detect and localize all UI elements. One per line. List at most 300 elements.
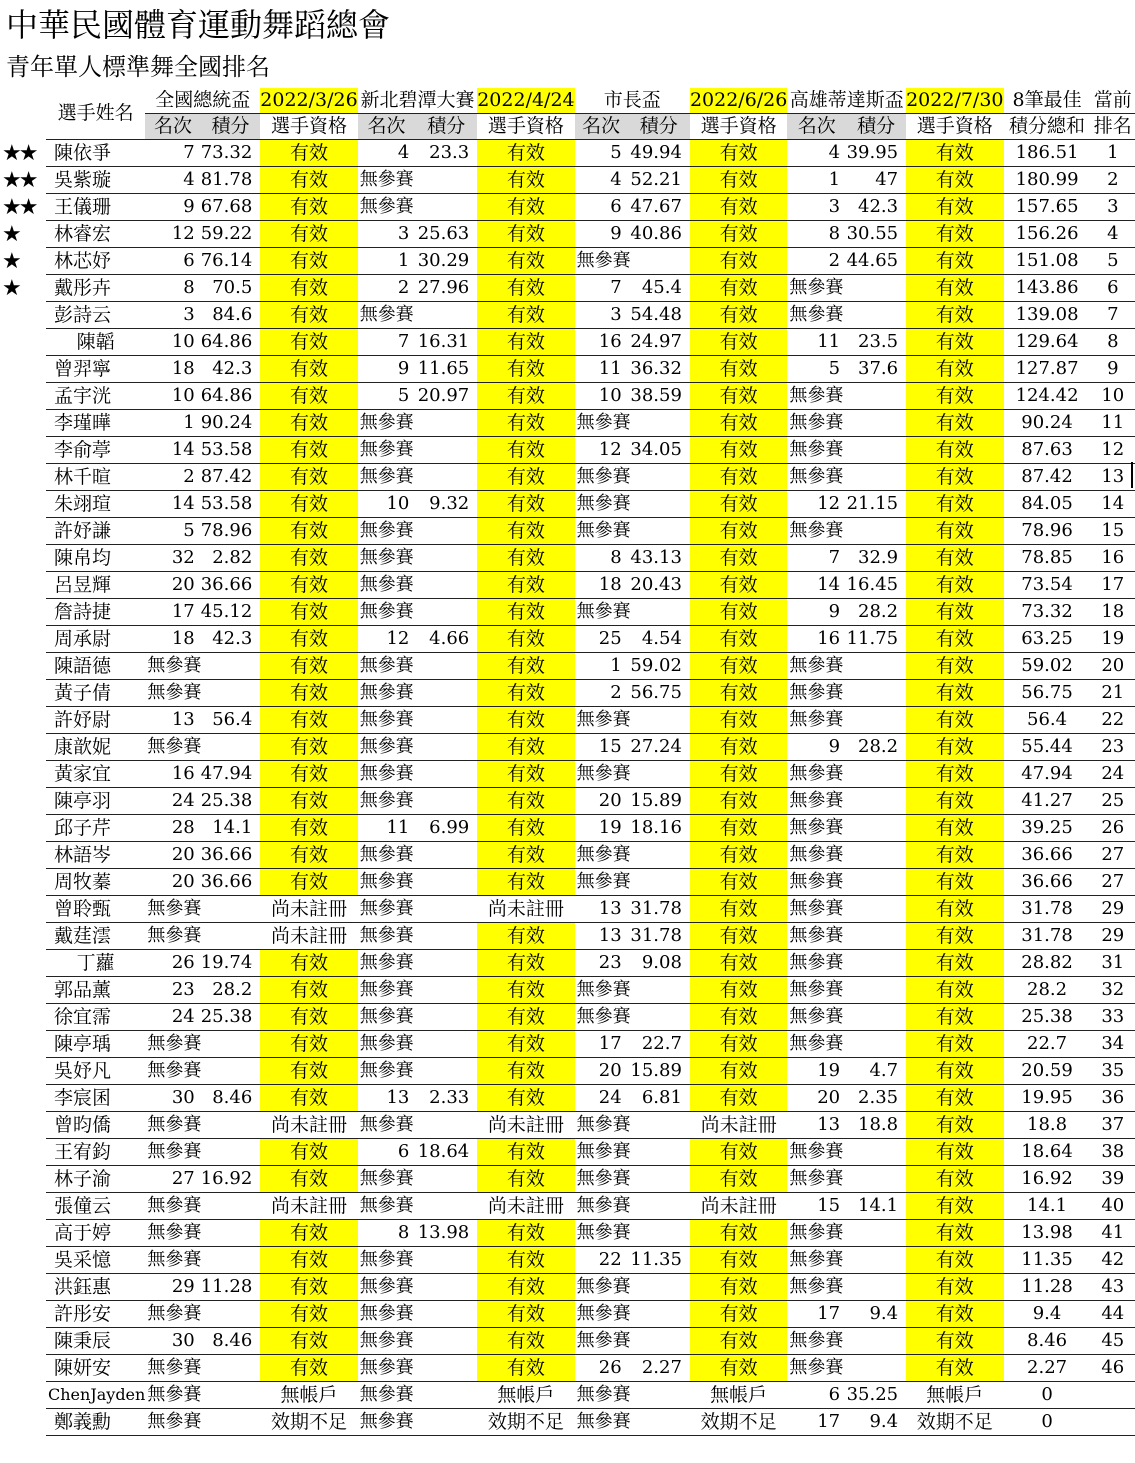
table-row xyxy=(46,1274,1135,1301)
table-row xyxy=(46,1031,1135,1058)
event-points: 47.94 xyxy=(201,761,261,788)
event-rank: 20 xyxy=(575,788,628,815)
table-row xyxy=(46,1328,1135,1355)
qualification-status: 有效 xyxy=(906,680,1003,707)
event-points: 11.28 xyxy=(201,1274,261,1301)
not-participated: 無參賽 xyxy=(575,1382,690,1409)
not-participated: 無參賽 xyxy=(787,815,906,842)
qualification-status: 有效 xyxy=(260,140,357,167)
table-row xyxy=(46,1220,1135,1247)
col-header-qual: 選手資格 xyxy=(690,114,787,140)
total-points: 36.66 xyxy=(1004,842,1091,869)
table-row xyxy=(46,761,1135,788)
current-rank: 41 xyxy=(1091,1220,1135,1247)
event-rank: 10 xyxy=(575,383,628,410)
event-points: 47 xyxy=(846,167,906,194)
event-rank: 4 xyxy=(358,140,416,167)
star-icon: ★★ xyxy=(2,194,36,220)
player-name: 陳亭瑀 xyxy=(46,1031,145,1058)
table-row xyxy=(46,383,1135,410)
event-points: 28.2 xyxy=(846,734,906,761)
not-participated: 無參賽 xyxy=(787,1328,906,1355)
qualification-status: 有效 xyxy=(260,1247,357,1274)
event-rank: 8 xyxy=(358,1220,416,1247)
event-rank: 24 xyxy=(145,788,200,815)
event-rank: 12 xyxy=(787,491,846,518)
qualification-status: 有效 xyxy=(690,383,787,410)
table-row xyxy=(46,1409,1135,1436)
qualification-status: 有效 xyxy=(260,788,357,815)
qualification-status: 有效 xyxy=(906,410,1003,437)
event-rank: 24 xyxy=(575,1085,628,1112)
qualification-status: 有效 xyxy=(906,275,1003,302)
not-participated: 無參賽 xyxy=(575,410,690,437)
qualification-status: 有效 xyxy=(477,734,574,761)
qualification-status: 有效 xyxy=(690,950,787,977)
table-row xyxy=(46,1139,1135,1166)
event-rank: 13 xyxy=(145,707,200,734)
event-rank: 1 xyxy=(358,248,416,275)
player-name: 陳秉辰 xyxy=(46,1328,145,1355)
current-rank: 43 xyxy=(1091,1274,1135,1301)
star-icon: ★★ xyxy=(2,167,36,193)
qualification-status: 有效 xyxy=(690,167,787,194)
not-participated: 無參賽 xyxy=(358,1112,478,1139)
qualification-status: 有效 xyxy=(477,1220,574,1247)
qualification-status: 有效 xyxy=(477,1139,574,1166)
table-row xyxy=(46,1112,1135,1139)
not-participated: 無參賽 xyxy=(787,1247,906,1274)
qualification-status: 有效 xyxy=(477,221,574,248)
event-rank: 11 xyxy=(575,356,628,383)
event-rank: 3 xyxy=(575,302,628,329)
event-points: 53.58 xyxy=(201,491,261,518)
not-participated: 無參賽 xyxy=(575,599,690,626)
event-1-name: 全國總統盃 xyxy=(145,88,260,114)
qualification-status: 有效 xyxy=(260,599,357,626)
event-points: 11.35 xyxy=(628,1247,690,1274)
table-row xyxy=(46,410,1135,437)
qualification-status: 有效 xyxy=(690,518,787,545)
player-name: 黃家宜 xyxy=(46,761,145,788)
qualification-status: 有效 xyxy=(906,329,1003,356)
current-rank: 29 xyxy=(1091,896,1135,923)
qualification-status: 有效 xyxy=(260,410,357,437)
not-participated: 無參賽 xyxy=(787,1139,906,1166)
qualification-status: 有效 xyxy=(906,653,1003,680)
event-points: 8.46 xyxy=(201,1085,261,1112)
col-header-current-bottom: 排名 xyxy=(1091,114,1135,140)
qualification-status: 有效 xyxy=(906,221,1003,248)
qualification-status: 有效 xyxy=(690,923,787,950)
not-participated: 無參賽 xyxy=(358,734,478,761)
table-row xyxy=(46,842,1135,869)
event-rank: 9 xyxy=(575,221,628,248)
qualification-status: 有效 xyxy=(477,518,574,545)
event-points: 2.33 xyxy=(415,1085,477,1112)
qualification-status: 有效 xyxy=(260,1058,357,1085)
event-points: 30.29 xyxy=(415,248,477,275)
event-rank: 13 xyxy=(575,923,628,950)
current-rank: 20 xyxy=(1091,653,1135,680)
not-participated: 無參賽 xyxy=(358,572,478,599)
total-points: 180.99 xyxy=(1004,167,1091,194)
table-row xyxy=(46,869,1135,896)
qualification-status: 有效 xyxy=(690,1031,787,1058)
total-points: 90.24 xyxy=(1004,410,1091,437)
total-points: 0 xyxy=(1004,1382,1091,1409)
event-points: 40.86 xyxy=(628,221,690,248)
event-points: 84.6 xyxy=(201,302,261,329)
total-points: 124.42 xyxy=(1004,383,1091,410)
qualification-status: 有效 xyxy=(260,1139,357,1166)
event-points: 23.3 xyxy=(415,140,477,167)
not-participated: 無參賽 xyxy=(145,1220,260,1247)
event-rank: 23 xyxy=(145,977,200,1004)
event-points: 32.9 xyxy=(846,545,906,572)
qualification-status: 有效 xyxy=(477,329,574,356)
event-points: 22.7 xyxy=(628,1031,690,1058)
event-rank: 7 xyxy=(358,329,416,356)
not-participated: 無參賽 xyxy=(787,707,906,734)
not-participated: 無參賽 xyxy=(787,1166,906,1193)
not-participated: 無參賽 xyxy=(358,1274,478,1301)
event-rank: 20 xyxy=(575,1058,628,1085)
not-participated: 無參賽 xyxy=(358,1031,478,1058)
current-rank: 36 xyxy=(1091,1085,1135,1112)
event-points: 2.82 xyxy=(201,545,261,572)
current-rank: 25 xyxy=(1091,788,1135,815)
table-row xyxy=(46,626,1135,653)
total-points: 28.82 xyxy=(1004,950,1091,977)
qualification-status: 有效 xyxy=(477,1247,574,1274)
total-points: 16.92 xyxy=(1004,1166,1091,1193)
event-rank: 12 xyxy=(575,437,628,464)
event-rank: 12 xyxy=(358,626,416,653)
qualification-status: 有效 xyxy=(906,545,1003,572)
player-name: 陳語德 xyxy=(46,653,145,680)
not-participated: 無參賽 xyxy=(575,1301,690,1328)
col-header-points: 積分 xyxy=(628,114,690,140)
qualification-status: 有效 xyxy=(690,815,787,842)
event-rank: 13 xyxy=(358,1085,416,1112)
current-rank: 27 xyxy=(1091,842,1135,869)
event-rank: 12 xyxy=(145,221,200,248)
table-row xyxy=(46,815,1135,842)
player-name: 朱翊瑄 xyxy=(46,491,145,518)
event-points: 18.64 xyxy=(415,1139,477,1166)
ranking-table xyxy=(46,88,1135,1436)
event-rank: 27 xyxy=(145,1166,200,1193)
header-row-top xyxy=(46,88,1135,114)
table-row xyxy=(46,572,1135,599)
qualification-status: 有效 xyxy=(690,1328,787,1355)
not-participated: 無參賽 xyxy=(145,1058,260,1085)
event-points: 45.12 xyxy=(201,599,261,626)
qualification-status: 尚未註冊 xyxy=(477,896,574,923)
current-rank: 11 xyxy=(1091,410,1135,437)
event-rank: 6 xyxy=(787,1382,846,1409)
event-3-date: 2022/6/26 xyxy=(690,88,787,114)
not-participated: 無參賽 xyxy=(575,869,690,896)
qualification-status: 有效 xyxy=(690,302,787,329)
event-rank: 17 xyxy=(787,1409,846,1436)
player-name: 陳依爭 xyxy=(46,140,145,167)
qualification-status: 有效 xyxy=(906,977,1003,1004)
qualification-status: 有效 xyxy=(906,302,1003,329)
qualification-status: 有效 xyxy=(260,1301,357,1328)
event-points: 9.08 xyxy=(628,950,690,977)
player-name: 許彤安 xyxy=(46,1301,145,1328)
star-icon: ★ xyxy=(2,248,19,274)
qualification-status: 有效 xyxy=(906,383,1003,410)
table-row xyxy=(46,545,1135,572)
table-row xyxy=(46,653,1135,680)
qualification-status: 有效 xyxy=(690,464,787,491)
total-points: 22.7 xyxy=(1004,1031,1091,1058)
not-participated: 無參賽 xyxy=(787,1031,906,1058)
player-name: 張僮云 xyxy=(46,1193,145,1220)
qualification-status: 有效 xyxy=(690,1139,787,1166)
event-rank: 28 xyxy=(145,815,200,842)
event-rank: 10 xyxy=(145,329,200,356)
event-rank: 14 xyxy=(145,491,200,518)
qualification-status: 有效 xyxy=(260,707,357,734)
qualification-status: 有效 xyxy=(477,545,574,572)
not-participated: 無參賽 xyxy=(145,1409,260,1436)
not-participated: 無參賽 xyxy=(358,653,478,680)
not-participated: 無參賽 xyxy=(787,923,906,950)
event-rank: 25 xyxy=(575,626,628,653)
event-rank: 22 xyxy=(575,1247,628,1274)
table-row xyxy=(46,1166,1135,1193)
table-row xyxy=(46,302,1135,329)
event-rank: 10 xyxy=(145,383,200,410)
total-points: 87.63 xyxy=(1004,437,1091,464)
event-points: 4.54 xyxy=(628,626,690,653)
event-points: 31.78 xyxy=(628,923,690,950)
total-points: 78.96 xyxy=(1004,518,1091,545)
event-points: 9.4 xyxy=(846,1409,906,1436)
qualification-status: 有效 xyxy=(906,1139,1003,1166)
total-points: 19.95 xyxy=(1004,1085,1091,1112)
event-rank: 5 xyxy=(575,140,628,167)
qualification-status: 有效 xyxy=(260,572,357,599)
not-participated: 無參賽 xyxy=(575,1409,690,1436)
qualification-status: 有效 xyxy=(477,923,574,950)
qualification-status: 有效 xyxy=(260,1355,357,1382)
event-rank: 6 xyxy=(575,194,628,221)
header-row-bottom xyxy=(46,114,1135,140)
qualification-status: 有效 xyxy=(260,1328,357,1355)
event-points: 6.81 xyxy=(628,1085,690,1112)
event-points: 25.63 xyxy=(415,221,477,248)
col-header-name: 選手姓名 xyxy=(46,88,145,140)
qualification-status: 有效 xyxy=(477,1301,574,1328)
qualification-status: 有效 xyxy=(906,1166,1003,1193)
event-points: 16.92 xyxy=(201,1166,261,1193)
qualification-status: 有效 xyxy=(477,626,574,653)
qualification-status: 有效 xyxy=(477,1085,574,1112)
player-name: 周牧蓁 xyxy=(46,869,145,896)
total-points: 156.26 xyxy=(1004,221,1091,248)
qualification-status: 有效 xyxy=(690,761,787,788)
qualification-status: 有效 xyxy=(690,680,787,707)
event-points: 64.86 xyxy=(201,383,261,410)
qualification-status: 有效 xyxy=(906,248,1003,275)
qualification-status: 有效 xyxy=(477,491,574,518)
player-name: 詹詩捷 xyxy=(46,599,145,626)
event-points: 14.1 xyxy=(846,1193,906,1220)
event-rank: 18 xyxy=(575,572,628,599)
not-participated: 無參賽 xyxy=(787,869,906,896)
qualification-status: 無帳戶 xyxy=(477,1382,574,1409)
event-rank: 8 xyxy=(575,545,628,572)
sub-title: 青年單人標準舞全國排名 xyxy=(6,53,270,81)
qualification-status: 有效 xyxy=(260,275,357,302)
total-points: 9.4 xyxy=(1004,1301,1091,1328)
qualification-status: 有效 xyxy=(690,356,787,383)
player-name: 曾羿寧 xyxy=(46,356,145,383)
player-name: 吳紫璇 xyxy=(46,167,145,194)
total-points: 39.25 xyxy=(1004,815,1091,842)
event-points: 25.38 xyxy=(201,788,261,815)
player-name: 林子渝 xyxy=(46,1166,145,1193)
current-rank: 2 xyxy=(1091,167,1135,194)
current-rank: 45 xyxy=(1091,1328,1135,1355)
not-participated: 無參賽 xyxy=(358,194,478,221)
player-name: 康歆妮 xyxy=(46,734,145,761)
table-row xyxy=(46,464,1135,491)
event-points: 9.4 xyxy=(846,1301,906,1328)
qualification-status: 有效 xyxy=(690,140,787,167)
player-name: 徐宜霈 xyxy=(46,1004,145,1031)
not-participated: 無參賽 xyxy=(575,1220,690,1247)
qualification-status: 有效 xyxy=(260,1274,357,1301)
player-name: 黃子倩 xyxy=(46,680,145,707)
current-rank: 3 xyxy=(1091,194,1135,221)
event-rank: 2 xyxy=(358,275,416,302)
qualification-status: 有效 xyxy=(477,1166,574,1193)
qualification-status: 尚未註冊 xyxy=(690,1193,787,1220)
qualification-status: 有效 xyxy=(906,1004,1003,1031)
qualification-status: 有效 xyxy=(690,275,787,302)
event-points: 87.42 xyxy=(201,464,261,491)
player-name: 呂昱輝 xyxy=(46,572,145,599)
event-points: 11.75 xyxy=(846,626,906,653)
event-rank: 2 xyxy=(145,464,200,491)
total-points: 8.46 xyxy=(1004,1328,1091,1355)
player-name: 高于婷 xyxy=(46,1220,145,1247)
not-participated: 無參賽 xyxy=(358,977,478,1004)
qualification-status: 有效 xyxy=(690,410,787,437)
not-participated: 無參賽 xyxy=(575,1328,690,1355)
current-rank: 32 xyxy=(1091,977,1135,1004)
qualification-status: 有效 xyxy=(690,653,787,680)
qualification-status: 有效 xyxy=(260,626,357,653)
event-rank: 1 xyxy=(145,410,200,437)
event-rank: 13 xyxy=(575,896,628,923)
qualification-status: 有效 xyxy=(906,815,1003,842)
col-header-rank: 名次 xyxy=(787,114,846,140)
current-rank: 26 xyxy=(1091,815,1135,842)
event-points: 64.86 xyxy=(201,329,261,356)
event-points: 27.24 xyxy=(628,734,690,761)
not-participated: 無參賽 xyxy=(145,1355,260,1382)
qualification-status: 有效 xyxy=(906,626,1003,653)
not-participated: 無參賽 xyxy=(145,1301,260,1328)
qualification-status: 有效 xyxy=(477,950,574,977)
total-points: 0 xyxy=(1004,1409,1091,1436)
col-header-qual: 選手資格 xyxy=(477,114,574,140)
current-rank: 18 xyxy=(1091,599,1135,626)
total-points: 41.27 xyxy=(1004,788,1091,815)
edge-mark xyxy=(1131,462,1133,488)
total-points: 56.75 xyxy=(1004,680,1091,707)
qualification-status: 有效 xyxy=(260,761,357,788)
not-participated: 無參賽 xyxy=(575,1274,690,1301)
qualification-status: 有效 xyxy=(477,356,574,383)
star-icon: ★ xyxy=(2,275,19,301)
qualification-status: 有效 xyxy=(690,1274,787,1301)
table-row xyxy=(46,1085,1135,1112)
qualification-status: 有效 xyxy=(260,545,357,572)
event-points: 27.96 xyxy=(415,275,477,302)
not-participated: 無參賽 xyxy=(575,842,690,869)
total-points: 84.05 xyxy=(1004,491,1091,518)
total-points: 18.64 xyxy=(1004,1139,1091,1166)
not-participated: 無參賽 xyxy=(787,275,906,302)
event-rank: 11 xyxy=(358,815,416,842)
event-rank: 2 xyxy=(787,248,846,275)
event-points: 44.65 xyxy=(846,248,906,275)
event-points: 9.32 xyxy=(415,491,477,518)
total-points: 127.87 xyxy=(1004,356,1091,383)
event-points: 36.66 xyxy=(201,842,261,869)
qualification-status: 無帳戶 xyxy=(906,1382,1003,1409)
qualification-status: 有效 xyxy=(477,302,574,329)
not-participated: 無參賽 xyxy=(787,437,906,464)
current-rank: 21 xyxy=(1091,680,1135,707)
event-rank: 30 xyxy=(145,1085,200,1112)
event-points: 73.32 xyxy=(201,140,261,167)
total-points: 14.1 xyxy=(1004,1193,1091,1220)
qualification-status: 有效 xyxy=(690,1058,787,1085)
not-participated: 無參賽 xyxy=(787,383,906,410)
current-rank: 8 xyxy=(1091,329,1135,356)
player-name: 李瑾曄 xyxy=(46,410,145,437)
qualification-status: 有效 xyxy=(690,248,787,275)
star-icon: ★ xyxy=(2,221,19,247)
event-points: 47.67 xyxy=(628,194,690,221)
qualification-status: 有效 xyxy=(260,167,357,194)
qualification-status: 有效 xyxy=(477,653,574,680)
event-points: 13.98 xyxy=(415,1220,477,1247)
not-participated: 無參賽 xyxy=(787,842,906,869)
table-row xyxy=(46,518,1135,545)
col-header-points: 積分 xyxy=(201,114,261,140)
player-name: 李俞葶 xyxy=(46,437,145,464)
current-rank: 15 xyxy=(1091,518,1135,545)
not-participated: 無參賽 xyxy=(787,950,906,977)
qualification-status: 有效 xyxy=(690,977,787,1004)
qualification-status: 尚未註冊 xyxy=(260,1193,357,1220)
not-participated: 無參賽 xyxy=(787,680,906,707)
event-rank: 19 xyxy=(787,1058,846,1085)
event-points: 35.25 xyxy=(846,1382,906,1409)
table-row xyxy=(46,437,1135,464)
not-participated: 無參賽 xyxy=(358,680,478,707)
